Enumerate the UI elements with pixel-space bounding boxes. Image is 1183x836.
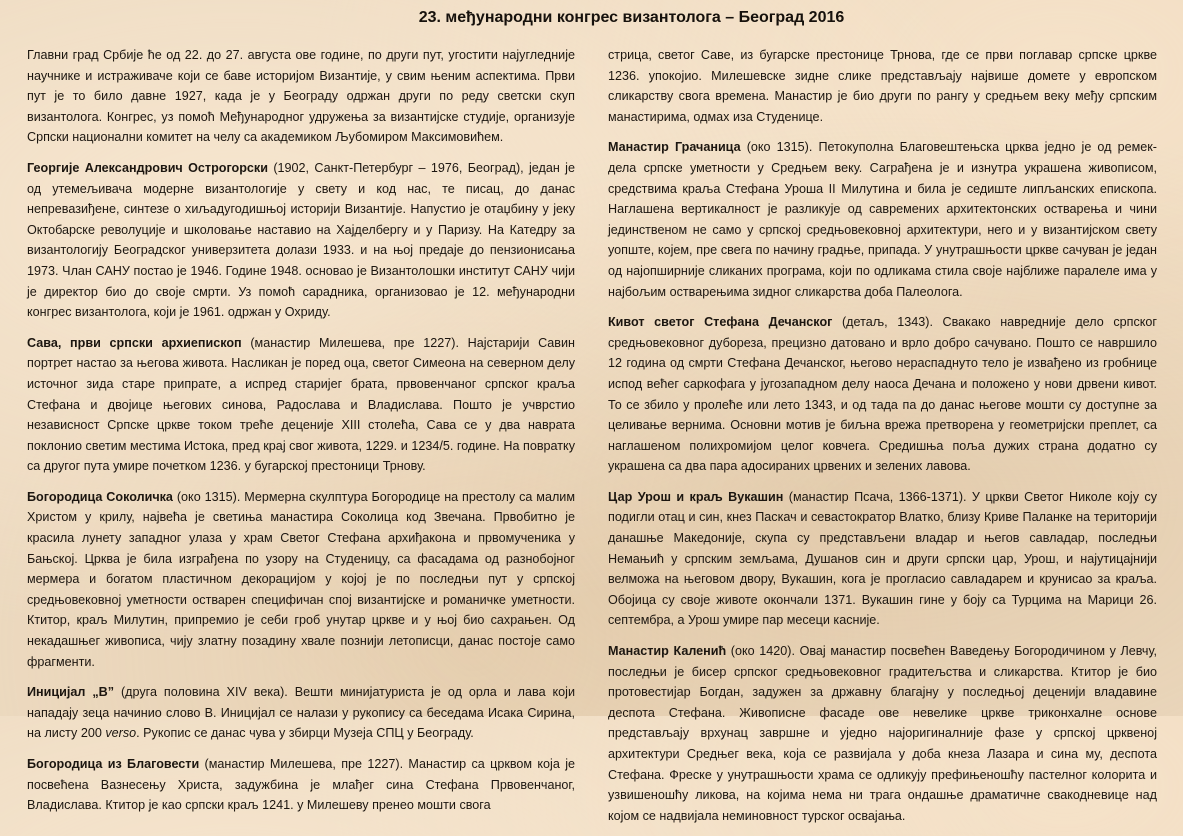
sokolicka-title: Богородица Соколичка bbox=[27, 489, 173, 504]
ostrogorski-paragraph bbox=[27, 158, 575, 323]
ostrogorski-title: Георгије Александрович Острогорски bbox=[27, 160, 268, 175]
gracanica-text: (око 1315). Петокуполна Благовештењска црква једно је од ремек-дела српске уметности у Средњем веку. Саграђена је и изнутра украшена живописом, средствима краља Стефана Уроша II Милутина и била је седиште липљанских епископа. Наглашена вертикалност је разликује од савремених архитектонских остварења и чини јединственом не само у српској средњовековној архитектури, него и у византијском свету уопште, којем, пре свега по начину градње, припада. У унутрашњости цркве сачуван је један од најопширније сликаних програма, који по одликама стила своје најближе паралеле има у најбољим остварењима зидног сликарства доба Палеолога. bbox=[608, 140, 1157, 299]
ostrogorski-text: (1902, Санкт-Петербург – 1976, Београд), један је од утемељивача модерне византологије у свету и код нас, те писац, до данас непревазиђене, синтезе о хиљадугодишњој историји Византије. Напустио је отаџбину у јеку Октобарске револуције и школовање наставио на Хајделбергу и у Паризу. На Катедру за византологију Београдског универзитета долази 1933. и на њој предаје до пензионисања 1973. Члан САНУ постао је 1946. Године 1948. основао је Византолошки институт САНУ чији је директор био до своје смрти. Уз помоћ сарадника, организовао је 12. међународни конгрес византолога, који је 1961. одржан у Охриду. bbox=[27, 160, 575, 320]
inicijal-paragraph bbox=[27, 682, 575, 744]
blagovesti-continued-paragraph bbox=[608, 45, 1157, 127]
kivot-title: Кивот светог Стефана Дечанског bbox=[608, 315, 833, 330]
gracanica-paragraph bbox=[608, 137, 1157, 302]
sava-paragraph bbox=[27, 333, 575, 477]
inicijal-text-after: . Рукопис се данас чува у збирци Музеја СПЦ у Београду. bbox=[136, 726, 474, 741]
sokolicka-paragraph bbox=[27, 487, 575, 672]
intro-paragraph bbox=[27, 45, 575, 148]
inicijal-title: Иницијал „В” bbox=[27, 685, 115, 700]
sava-title: Сава, први српски архиепископ bbox=[27, 335, 242, 350]
blagovesti-title: Богородица из Благовести bbox=[27, 757, 200, 771]
intro-text: Главни град Србије ће од 22. до 27. августа ове године, по други пут, угостити најугледније научнике и истраживаче који се баве историјом Византије, у свим њеним аспектима. Први пут је то било давне 1927, када је у Београду одржан други по реду светски скуп византолога. Конгрес, уз помоћ Међународног удружења за византијске студије, организује Српски национални комитет на челу са академиком Љубомиром Максимовићем. bbox=[27, 48, 575, 145]
blagovesti-continued-text: стрица, светог Саве, из бугарске престонице Трнова, где се први поглавар српске цркве 1236. упокојио. Милешевске зидне слике представљају највише домете у европском сликарству свога времена. Манастир је био други по рангу у средњем веку међу српским манастирима, одмах иза Студенице. bbox=[608, 48, 1157, 124]
uros-text: (манастир Псача, 1366-1371). У цркви Светог Николе коју су подигли отац и син, кнез Паскач и севастократор Влатко, близу Криве Паланке на територији данашње Македоније, скупа су представљени владар и његов савладар, последњи Немањић у српским земљама, Душанов син и други српски цар, Урош, и најутицајнији велможа на његовом двору, Вукашин, кога је прогласио савладарем и крунисао за краља. Обојица су своје животе окончали 1371. Вукашин гине у боју са Турцима на Марици 26. септембра, а Урош умире пар месеци касније. bbox=[608, 489, 1157, 628]
blagovesti-text: (манастир Милешева, пре 1227). Манастир са црквом која је посвећена Вазнесењу Христа, задужбина је млађег сина Стефана Првовенчаног, Владислава. Ктитор је као српски краљ 1241. у Милешеву пренео мошти свога bbox=[27, 757, 575, 813]
sava-text: (манастир Милешева, пре 1227). Најстарији Савин портрет настао за његова живота. Насликан је поред оца, светог Симеона на северном делу источног зида старе припрате, а испред старијег брата, првовенчаног српског краља Стефана и двојице његових синова, Радослава и Владислава. Пошто је учврстио независност Српске цркве током треће деценије XIII столећа, Сава се у два наврата поклонио светим местима Истока, пред крај свог живота, 1229. и 1234/5. године. На повратку са другог пута умире почетком 1236. у бугарској престоници Трнову. bbox=[27, 335, 575, 474]
sokolicka-text: (око 1315). Мермерна скулптура Богородице на престолу са малим Христом у крилу, највећа је светиња манастира Соколица код Звечана. Првобитно је красила лунету западног улаза у храм Светог Стефана архиђакона и првомученика у Бањској. Црква је била изграђена по узору на Студеницу, са фасадама од разнобојног мермера и богатом пластичном декорацијом у којој је по последњи пут у српској средњовековној уметности остварен специфичан спој византијске и романичке уметности. Ктитор, краљ Милутин, припремио је себи гроб унутар цркве и у њој био сахрањен. Од некадашњег живописа, чију златну позадину хвале познији летописци, данас постоје само фрагменти. bbox=[27, 489, 575, 669]
blagovesti-paragraph bbox=[27, 754, 575, 816]
kivot-text: (детаљ, 1343). Свакако навредније дело српског средњовековног дубореза, прецизно датовано и врло добро сачувано. Пошто се навршило 12 година од смрти Стефана Дечанског, његово нераспаднуто тело је извађено из гробнице испод већег саркофага у југозападном делу наоса Дечана и положено у нови дрвени кивот. То се збило у пролеће или лето 1343, и од тада па до данас његове мошти су доступне за целивање вернима. Основни мотив је биљна врежа претворена у геометријски преплет, са наглашеном полихромијом целог ковчега. Средишња поља дужих страна додатно су украшена са два пара адосираних црвених и зелених лавова. bbox=[608, 315, 1157, 474]
page-title: 23. међународни конгрес византолога – Београд 2016 bbox=[418, 9, 845, 26]
inicijal-italic-verso: verso bbox=[105, 726, 137, 741]
inicijal-text-before: (друга половина XIV века). Вешти минијатуриста је од орла и лава који нападају зеца начинио слово В. Иницијал се налази у рукопису са беседама Исака Сирина, на листу 200 bbox=[27, 685, 576, 741]
kalenic-paragraph bbox=[608, 641, 1157, 826]
uros-paragraph bbox=[608, 487, 1157, 631]
uros-title: Цар Урош и краљ Вукашин bbox=[608, 489, 784, 504]
kalenic-text: (око 1420). Овај манастир посвећен Ваведењу Богородичином у Левчу, последњи је бисер српског средњовековног градитељства и сликарства. Ктитор је био протовестијар Богдан, задужен за државну благајну у последњој деценији владавине деспота Стефана. Живописне фасаде ове невелике цркве триконхалне основе представљају врхунац завршне и уједно најоригиналније фазе у српској црквеној архитектури Средњег века, која се развијала у доба кнеза Лазара и сина му, деспота Стефана. Фреске у унутрашњости храма се одликују префињеношћу пастелног колорита и узвишеношћу ликова, на којима нема ни трага ондашње драматичне свакодневице над којом се надвијала неминовност турског освајања. bbox=[608, 644, 1157, 823]
kivot-paragraph bbox=[608, 312, 1157, 477]
left-column bbox=[27, 45, 575, 826]
gracanica-title: Манастир Грачаница bbox=[608, 140, 741, 155]
kalenic-title: Манастир Каленић bbox=[608, 644, 727, 659]
right-column bbox=[608, 45, 1157, 836]
